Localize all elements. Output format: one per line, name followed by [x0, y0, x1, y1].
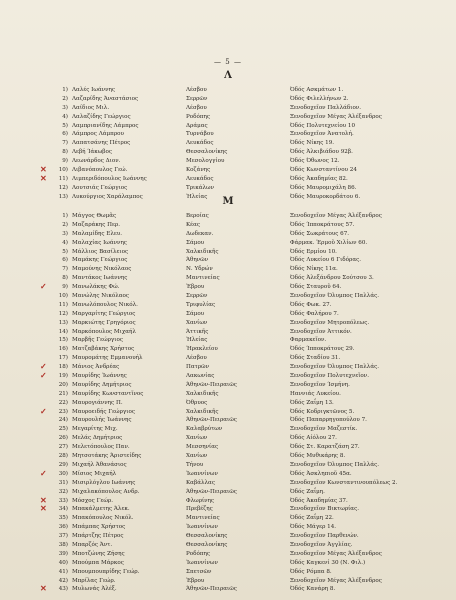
entry-address: Όδός Ίπποκράτους 57. — [290, 221, 355, 228]
entry-number: 30) — [58, 470, 68, 477]
entry-constituency: Σπετσῶν — [186, 568, 212, 575]
entry-name: Μαυρομάτης Εμμανουήλ — [72, 355, 143, 362]
list-item — [0, 461, 456, 470]
entry-name: Μαυρίδης Δημήτριος — [72, 381, 132, 388]
entry-name: Μαρκόπουλος Μιχαήλ — [72, 328, 136, 335]
entry-number: 28) — [58, 453, 68, 460]
entry-constituency: Ν. Υδρών — [186, 266, 213, 273]
section-list-mu — [0, 212, 456, 594]
entry-constituency: Θεσσαλονίκης — [186, 149, 228, 156]
entry-name: Μανωλάκης Φώ. — [72, 284, 120, 291]
entry-number: 13) — [58, 319, 68, 326]
entry-constituency: Τυρνάβου — [186, 131, 214, 138]
entry-name: Μελάς Δημήτριος — [72, 435, 123, 442]
list-item — [0, 230, 456, 239]
list-item — [0, 443, 456, 452]
page-number: — 5 — — [214, 58, 242, 66]
entry-number: 4) — [62, 239, 68, 246]
entry-name: Μπάμπας Χρήστος — [72, 524, 126, 531]
entry-address: Όδός Σταυροῦ 64. — [290, 284, 342, 291]
list-item — [0, 568, 456, 577]
entry-number: 9) — [62, 284, 68, 291]
entry-number: 10) — [58, 293, 68, 300]
entry-constituency: Λέσβου — [186, 355, 207, 362]
list-item — [0, 585, 456, 594]
entry-number: 37) — [58, 533, 68, 540]
entry-address: Όδός Στ. Καρατζάση 27. — [290, 444, 360, 451]
entry-name: Μαργαρίτης Γεώργιος — [72, 310, 136, 317]
section-letter-mu: Μ — [222, 196, 234, 207]
list-item — [0, 221, 456, 230]
entry-address: Φάρμακ. Έρμοῦ Χιλίων 60. — [290, 239, 368, 246]
entry-constituency: Ροδόπης — [186, 550, 211, 557]
handwritten-mark: ✓ — [40, 370, 47, 381]
list-item — [0, 416, 456, 425]
list-item — [0, 405, 456, 417]
entry-number: 8) — [62, 149, 68, 156]
entry-address: Ξενοδοχεῖον Πολυτεχνεῖον. — [290, 373, 369, 380]
entry-constituency: Έβρου — [186, 284, 205, 291]
entry-name: Μεγαρίτης Μιχ. — [72, 426, 118, 433]
entry-number: 42) — [58, 577, 68, 584]
entry-constituency: Βεροίας — [186, 213, 209, 219]
list-item — [0, 452, 456, 461]
list-item — [0, 425, 456, 434]
entry-address: Ξενοδοχεῖον Μέγας Άλέξανδρος — [290, 550, 382, 557]
entry-constituency: Θεσσαλονίκης — [186, 533, 228, 540]
entry-number: 36) — [58, 524, 68, 531]
entry-name: Λεβή Ίάκωβος — [72, 149, 113, 156]
entry-constituency: Χανίων — [186, 435, 208, 442]
entry-number: 38) — [58, 541, 68, 548]
list-item — [0, 239, 456, 248]
entry-constituency: Ήλείας — [186, 337, 208, 344]
entry-number: 6) — [62, 257, 68, 264]
entry-name: Μαυρίδης Ίωάννης — [72, 373, 127, 380]
list-item — [0, 148, 456, 157]
entry-address: Ξενοδοχεῖον Όλυμπος Παλλάς. — [290, 364, 380, 371]
entry-address: Ξενοδοχεῖον Παλλάδιον. — [290, 104, 361, 111]
list-item — [0, 488, 456, 497]
entry-number: 40) — [58, 559, 68, 566]
entry-number: 11) — [58, 301, 68, 308]
entry-name: Μιχαήλ Άθανάσιος — [72, 461, 127, 468]
entry-address: Όδός Ρόμπα 8. — [290, 568, 332, 575]
entry-constituency: Καλαβρύτων — [186, 426, 223, 433]
entry-number: 1) — [62, 213, 68, 219]
list-item — [0, 166, 456, 175]
handwritten-mark: ✓ — [40, 467, 47, 478]
list-item — [0, 265, 456, 274]
handwritten-mark: ✕ — [40, 583, 47, 594]
entry-number: 20) — [58, 381, 68, 388]
list-item — [0, 381, 456, 390]
entry-address: Ξενοδοχεῖον Κωνσταντινουπόλεως 2. — [290, 479, 398, 486]
entry-address: Όδός Ίπποκράτους 29. — [290, 346, 355, 353]
entry-name: Μανώλης Νικόλαος — [72, 293, 130, 300]
entry-constituency: Μαντινείας — [186, 275, 220, 282]
entry-address: Ξενοδοχεῖον Βικτωρίας. — [290, 506, 359, 513]
list-item — [0, 310, 456, 319]
list-item — [0, 532, 456, 541]
entry-address: Ξενοδοχεῖον Άττικόν. — [290, 328, 352, 335]
entry-address: Όδός Λυκείου 6 Γιδόρας. — [290, 257, 362, 264]
entry-constituency: Έβρου — [186, 577, 205, 584]
entry-address: Όδός Ερμίου 10. — [290, 248, 337, 255]
list-item — [0, 390, 456, 399]
entry-number: 23) — [58, 408, 68, 415]
entry-address: Ξενοδοχεῖον Μέγας Άλέξανδρος — [290, 113, 382, 120]
list-item — [0, 479, 456, 488]
entry-constituency: Καβάλλας — [186, 479, 215, 486]
entry-name: Μελετόπουλος Παν. — [72, 444, 130, 451]
entry-name: Λαλές Ιωάννης — [72, 87, 116, 93]
entry-name: Λυκούργιος Χαράλαμπος — [72, 193, 143, 200]
entry-name: Μιχαλακόπουλος Ανδρ. — [72, 488, 140, 495]
list-item — [0, 172, 456, 184]
list-item — [0, 336, 456, 345]
entry-constituency: Μεσσηνίας — [186, 444, 219, 451]
entry-address: Όδός Αίόλου 27. — [290, 435, 337, 442]
list-item — [0, 372, 456, 381]
entry-number: 21) — [58, 390, 68, 397]
entry-name: Μάνιος Άνδρέας — [72, 364, 120, 371]
list-item — [0, 130, 456, 139]
entry-name: Μπρίλας Γεώρ. — [72, 577, 116, 584]
entry-name: Μπακάλμετης Άλεκ. — [72, 506, 130, 513]
list-item — [0, 399, 456, 408]
entry-constituency: Τήνου — [186, 461, 204, 468]
list-item — [0, 113, 456, 122]
entry-number: 32) — [58, 488, 68, 495]
entry-constituency: Χανίων — [186, 453, 208, 460]
entry-address: Ξενοδοχεῖον Ίσμήνη. — [290, 381, 350, 388]
list-item — [0, 328, 456, 337]
list-item — [0, 301, 456, 310]
entry-name: Λουτσιάς Γεώργιος — [72, 184, 128, 191]
entry-address: Όδός Κωνσταντίνου 24 — [290, 167, 357, 174]
entry-address: Ξενοδοχεῖον Μέγας Άλέξανδρος — [290, 213, 382, 219]
entry-address: Όδός Μαυροκορδάτου 6. — [290, 193, 361, 200]
entry-constituency: Άττικῆς — [186, 328, 209, 335]
entry-constituency: Χανίων — [186, 319, 208, 326]
entry-constituency: Σερρῶν — [186, 293, 208, 300]
entry-name: Μάγγος Θωμᾶς — [72, 213, 117, 219]
list-item — [0, 577, 456, 586]
entry-name: Λιβανόπουλος Γεώ. — [72, 167, 128, 174]
entry-name: Μπακόπουλος Νικόλ. — [72, 515, 134, 522]
entry-constituency: Πρεβέζης — [186, 506, 213, 513]
list-item — [0, 256, 456, 265]
entry-name: Μαρκιώτης Γρηγόριος — [72, 319, 136, 326]
list-item — [0, 559, 456, 568]
entry-name: Μανωλόπουλος Νικόλ. — [72, 301, 138, 308]
entry-constituency: Μεσολογγίου — [186, 158, 225, 165]
entry-name: Μισιρλόγλου Ιωάννης — [72, 479, 136, 486]
entry-constituency: Ήρακλείου — [186, 346, 218, 353]
entry-constituency: Μαντινείας — [186, 515, 220, 522]
list-item — [0, 95, 456, 104]
entry-name: Λάμπρος Λάμπρου — [72, 131, 124, 138]
entry-address: Όδός Ασκμάτων 1. — [290, 87, 344, 93]
entry-number: 24) — [58, 417, 68, 424]
entry-name: Μαλαχίας Ιωάννης — [72, 239, 127, 246]
entry-address: Όδός Ζαΐμη 13. — [290, 399, 334, 406]
list-item — [0, 363, 456, 372]
entry-name: Μπάρτζης Πέτρος — [72, 533, 124, 540]
entry-name: Μαυροειδής Γεώργιος — [72, 408, 135, 415]
entry-constituency: Κοζάνης — [186, 167, 211, 174]
entry-constituency: Πατρῶν — [186, 364, 210, 371]
entry-address: Όδός Σταδίου 31. — [290, 355, 341, 362]
entry-number: 12) — [58, 310, 68, 317]
entry-number: 9) — [62, 158, 68, 165]
entry-address: Ξενοδοχεῖον Άνατολή. — [290, 131, 354, 138]
entry-number: 10) — [58, 167, 68, 174]
list-item — [0, 354, 456, 363]
list-item — [0, 467, 456, 479]
entry-constituency: Ήλείας — [186, 193, 208, 200]
list-item — [0, 505, 456, 514]
entry-name: Μίσιος Μιχαήλ — [72, 470, 117, 477]
entry-number: 11) — [58, 175, 68, 182]
entry-number: 18) — [58, 364, 68, 371]
entry-address: Όδός Ζαΐμη 22. — [290, 515, 334, 522]
entry-address: Ξενοδοχεῖον Μέγας Άλέξανδρος — [290, 577, 382, 584]
entry-constituency: Τρικάλων — [186, 184, 214, 191]
entry-name: Μαντάκος Ιωάννης — [72, 275, 128, 282]
entry-number: 39) — [58, 550, 68, 557]
entry-name: Μαλαμίδης Ελευ. — [72, 230, 122, 237]
entry-name: Μαμούνης Νικόλαος — [72, 266, 132, 273]
entry-number: 17) — [58, 355, 68, 362]
list-item — [0, 184, 456, 193]
entry-number: 29) — [58, 461, 68, 468]
handwritten-mark: ✓ — [40, 361, 47, 372]
entry-constituency: Λέσβου — [186, 104, 207, 111]
entry-address: Όδός Σωκράτους 67. — [290, 230, 350, 237]
entry-constituency: Δωδεκαν. — [186, 230, 214, 237]
list-item — [0, 319, 456, 328]
entry-number: 13) — [58, 193, 68, 200]
entry-constituency: Λευκάδος — [186, 175, 214, 182]
entry-number: 19) — [58, 373, 68, 380]
entry-number: 14) — [58, 328, 68, 335]
entry-name: Λαζαρίδης Άναστάσιος — [72, 95, 139, 102]
entry-number: 27) — [58, 444, 68, 451]
handwritten-mark: ✓ — [40, 405, 47, 416]
entry-number: 25) — [58, 426, 68, 433]
entry-address: Ηαννιάς Λυκείου. — [290, 390, 341, 397]
entry-name: Μαυρουλής Ίωάννης — [72, 417, 132, 424]
entry-address: Όδός Ζαΐμη. — [290, 488, 325, 495]
entry-constituency: Όθρυος — [186, 399, 208, 406]
entry-number: 16) — [58, 346, 68, 353]
entry-number: 34) — [58, 506, 68, 513]
entry-address: Φαρμακεῖον. — [290, 337, 327, 344]
list-item — [0, 248, 456, 257]
entry-constituency: Άθηνῶν-Πειραιῶς — [186, 417, 237, 424]
entry-address: Όδός Άκαδημίας 37. — [290, 497, 348, 504]
entry-address: Όδός Άσκληπιοῦ 45α. — [290, 470, 352, 477]
entry-address: Όδός Άκαδημίας 82. — [290, 175, 348, 182]
entry-name: Μητσοτάκης Άριστείδης — [72, 453, 142, 460]
entry-name: Λαίδιος Μιλ. — [72, 104, 110, 111]
entry-constituency: Ίωαννίνων — [186, 470, 218, 477]
entry-address: Όδός Άλεξάνδρου Σούτσου 3. — [290, 275, 374, 282]
entry-name: Μαζαράκης Περ. — [72, 221, 120, 228]
entry-address: Ξενοδοχεῖον Παρθενών. — [290, 533, 359, 540]
entry-name: Ματζαβάκης Χρήστος — [72, 346, 135, 353]
entry-constituency: Ίωαννίνων — [186, 524, 218, 531]
list-item — [0, 104, 456, 113]
entry-number: 6) — [62, 131, 68, 138]
entry-number: 5) — [62, 248, 68, 255]
handwritten-mark: ✓ — [40, 281, 47, 292]
entry-name: Λεωνάρδος Διον. — [72, 158, 121, 165]
entry-address: Όδός Κοδριγκτῶνος 5. — [290, 408, 355, 415]
list-item — [0, 86, 456, 95]
entry-number: 5) — [62, 122, 68, 129]
entry-address: Όδός Μαυρομιχάλη 86. — [290, 184, 357, 191]
entry-name: Μαυρίδης Κωνσταντῖνος — [72, 390, 144, 397]
entry-address: Ξενοδοχεῖον Μητροπόλεως. — [290, 319, 370, 326]
entry-address: Όδός Όθωνος 12. — [290, 158, 340, 165]
entry-constituency: Θεσσαλονίκης — [186, 541, 228, 548]
entry-constituency: Άθηνῶν-Πειραιῶς — [186, 488, 237, 495]
entry-address: Όδός Νίκης 19. — [290, 140, 335, 147]
list-item — [0, 434, 456, 443]
entry-number: 3) — [62, 230, 68, 237]
handwritten-mark: ✕ — [40, 503, 47, 514]
entry-name: Λιμπεριδόπουλος Ιωάννης — [72, 175, 147, 182]
entry-constituency: Ίωαννίνων — [186, 559, 218, 566]
entry-number: 43) — [58, 586, 68, 593]
entry-number: 22) — [58, 399, 68, 406]
entry-constituency: Σάμου — [186, 310, 205, 317]
list-item — [0, 274, 456, 283]
entry-constituency: Άθηνῶν-Πειραιῶς — [186, 586, 237, 593]
entry-name: Μποτζώνης Ζήσης — [72, 550, 125, 557]
entry-number: 41) — [58, 568, 68, 575]
entry-number: 7) — [62, 266, 68, 273]
entry-name: Λαλαζίδης Γεώργιος — [72, 113, 131, 120]
entry-name: Λαπατσάνης Πέτρος — [72, 140, 131, 147]
handwritten-mark: ✕ — [40, 494, 47, 505]
entry-address: Όδός Φαλήρου 7. — [290, 310, 339, 317]
entry-constituency: Φλωρίνης — [186, 497, 215, 504]
entry-number: 3) — [62, 104, 68, 111]
entry-address: Όδός Νίκης 11α. — [290, 266, 338, 273]
list-item — [0, 139, 456, 148]
entry-name: Μαρβῆς Γεώργιος — [72, 337, 123, 344]
entry-constituency: Κέας — [186, 221, 200, 228]
entry-address: Όδός Παπαρρηγοπούλου 7. — [290, 417, 367, 424]
list-item — [0, 514, 456, 523]
entry-name: Μυλωνάς Άλέξ. — [72, 586, 117, 593]
entry-constituency: Άθηνῶν — [186, 257, 209, 264]
entry-constituency: Δράμας — [186, 122, 208, 129]
entry-address: Ξενοδοχεῖον Όλυμπος Παλλάς. — [290, 461, 380, 468]
entry-constituency: Άθηνῶν-Πειραιῶς — [186, 381, 237, 388]
entry-address: Όδός Μάγερ 14. — [290, 524, 337, 531]
entry-constituency: Σερρῶν — [186, 95, 208, 102]
entry-number: 33) — [58, 497, 68, 504]
entry-number: 4) — [62, 113, 68, 120]
entry-address: Όδός Άλκιβιάδου 92β. — [290, 149, 353, 156]
entry-number: 31) — [58, 479, 68, 486]
list-item — [0, 292, 456, 301]
list-item — [0, 157, 456, 166]
entry-address: Όδός Πολυτεχνείου 10 — [290, 122, 356, 129]
list-item — [0, 283, 456, 292]
entry-number: 15) — [58, 337, 68, 344]
entry-address: Ξενοδοχεῖον Μαζεστίκ. — [290, 426, 358, 433]
entry-name: Μάλλιος Βασίλειος — [72, 248, 129, 255]
entry-address: Όδός Καγκενί 30 (Ν. Φιλ.) — [290, 559, 366, 566]
entry-constituency: Ροδόπης — [186, 113, 211, 120]
section-letter-lambda: Λ — [224, 70, 232, 81]
list-item — [0, 550, 456, 559]
entry-address: Ξενοδοχεῖον Άγγλίας. — [290, 541, 353, 548]
entry-number: 35) — [58, 515, 68, 522]
entry-address: Ξενοδοχεῖον Όλυμπος Παλλάς. — [290, 293, 380, 300]
entry-name: Μπουμπουπρίδης Γεώρ. — [72, 568, 140, 575]
entry-number: 12) — [58, 184, 68, 191]
entry-constituency: Χαλκιδικῆς — [186, 408, 219, 415]
entry-constituency: Χαλκιδικῆς — [186, 248, 219, 255]
list-item — [0, 541, 456, 550]
entry-number: 7) — [62, 140, 68, 147]
handwritten-mark: ✕ — [40, 172, 47, 183]
list-item — [0, 345, 456, 354]
entry-name: Λαμπριανίδης Λάμπρος — [72, 122, 139, 129]
entry-number: 8) — [62, 275, 68, 282]
entry-name: Μπαρζός Άντ. — [72, 541, 113, 548]
entry-constituency: Σάμου — [186, 239, 205, 246]
entry-name: Μαμάκης Γεώργιος — [72, 257, 128, 264]
list-item — [0, 494, 456, 506]
entry-name: Μαυρογιάννης Π. — [72, 399, 123, 406]
entry-number: 2) — [62, 221, 68, 228]
handwritten-mark: ✕ — [40, 164, 47, 175]
entry-number: 2) — [62, 95, 68, 102]
entry-number: 26) — [58, 435, 68, 442]
entry-address: Όδός Κανάρη 8. — [290, 586, 336, 593]
entry-name: Μόσχος Γεώρ. — [72, 497, 113, 504]
entry-constituency: Τριφυλίας — [186, 301, 216, 308]
list-item — [0, 122, 456, 131]
section-list-lambda — [0, 86, 456, 202]
entry-number: 1) — [62, 87, 68, 93]
entry-constituency: Λέσβου — [186, 87, 207, 93]
list-item — [0, 212, 456, 221]
entry-address: Όδός Φωκ. 27. — [290, 301, 332, 308]
entry-name: Μπούμπα Μάρκος — [72, 559, 124, 566]
entry-constituency: Λακωνίας — [186, 373, 215, 380]
entry-constituency: Λευκάδος — [186, 140, 214, 147]
list-item — [0, 523, 456, 532]
entry-constituency: Χαλκιδικῆς — [186, 390, 219, 397]
entry-address: Όδός Μυθικάρης 8. — [290, 453, 346, 460]
entry-address: Όδός Φιλελλήνων 2. — [290, 95, 349, 102]
